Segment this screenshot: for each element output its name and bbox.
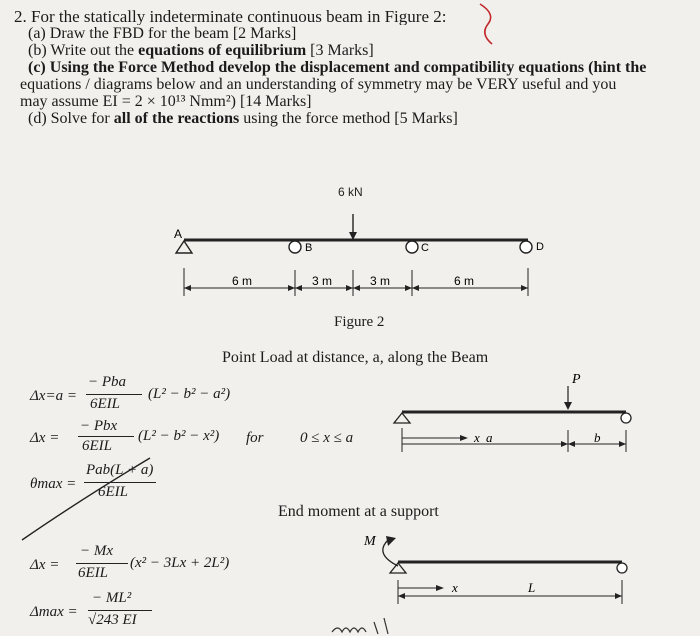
point-load-heading: Point Load at distance, a, along the Beam (222, 349, 489, 366)
load-arrow-icon (564, 402, 572, 410)
roller-support-icon (406, 241, 418, 253)
moment-label: M (364, 534, 376, 549)
l-label: L (528, 580, 536, 595)
roller-support-icon (617, 563, 627, 573)
roller-support-icon (289, 241, 301, 253)
x-axis-label: x (474, 430, 480, 445)
support-label-c: C (421, 242, 429, 254)
part-a: (a) Draw the FBD for the beam [2 Marks] (28, 25, 297, 42)
handwriting-scribble-icon (332, 618, 388, 634)
part-b: (b) Write out the equations of equilibrium [3 Marks] (28, 42, 374, 59)
question-title: 2. For the statically indeterminate continuous beam in Figure 2: (14, 8, 447, 25)
homework-page: 2. For the statically indeterminate continuous beam in Figure 2: (a) Draw the FBD for the beam [2 Marks] (b) Write out the equations of equilibrium [3 Marks] (c) Using the Force Method develop the displacement and compatibility equations (hint the equations / diagrams below and an understanding of symmetry may be VERY useful and you may assume EI = 2 × 10¹³ Nmm²) [14 Marks] (d) Solve for all of the reactions using the force method [5 Marks] 6 kN A B C D 6 m 3 m 3 m 6 m P x a b M x L Figure 2 Point Load at distance, a, along the Beam Δx=a = − Pba 6EIL (L² − b² − a²) Δx = − Pbx 6EIL (L² − b² − x²) for 0 ≤ x ≤ a θmax = Pab(L + a) 6EIL End moment at a support Δx = − Mx 6EIL (x² − 3Lx + 2L²) Δmax = − ML² √243 EI (0, 0, 700, 636)
support-label-b: B (305, 242, 313, 254)
a-label: a (486, 430, 493, 445)
part-c-line1: (c) Using the Force Method develop the displacement and compatibility equations (hint the (28, 59, 647, 76)
pin-support-icon (394, 413, 410, 423)
span-b-load: 3 m (312, 274, 333, 288)
span-load-c: 3 m (370, 274, 391, 288)
support-label-d: D (536, 241, 544, 253)
b-label: b (594, 430, 601, 445)
support-label-a: A (174, 227, 183, 241)
moment-arrow-icon (383, 540, 398, 566)
load-label: 6 kN (338, 185, 363, 199)
part-c-line3: may assume EI = 2 × 10¹³ Nmm²) [14 Marks] (20, 93, 312, 110)
span-ab: 6 m (232, 274, 253, 288)
end-moment-heading: End moment at a support (278, 503, 439, 520)
pin-support-icon (390, 563, 406, 573)
roller-support-icon (520, 241, 532, 253)
x-axis-label: x (452, 580, 458, 595)
figure-caption: Figure 2 (334, 314, 385, 330)
span-cd: 6 m (454, 274, 475, 288)
p-load-label: P (572, 372, 581, 387)
pin-support-icon (176, 241, 192, 253)
part-c-line2: equations / diagrams below and an understanding of symmetry may be VERY useful and you (20, 76, 617, 93)
roller-support-icon (621, 413, 631, 423)
part-d: (d) Solve for all of the reactions using the force method [5 Marks] (28, 110, 458, 127)
